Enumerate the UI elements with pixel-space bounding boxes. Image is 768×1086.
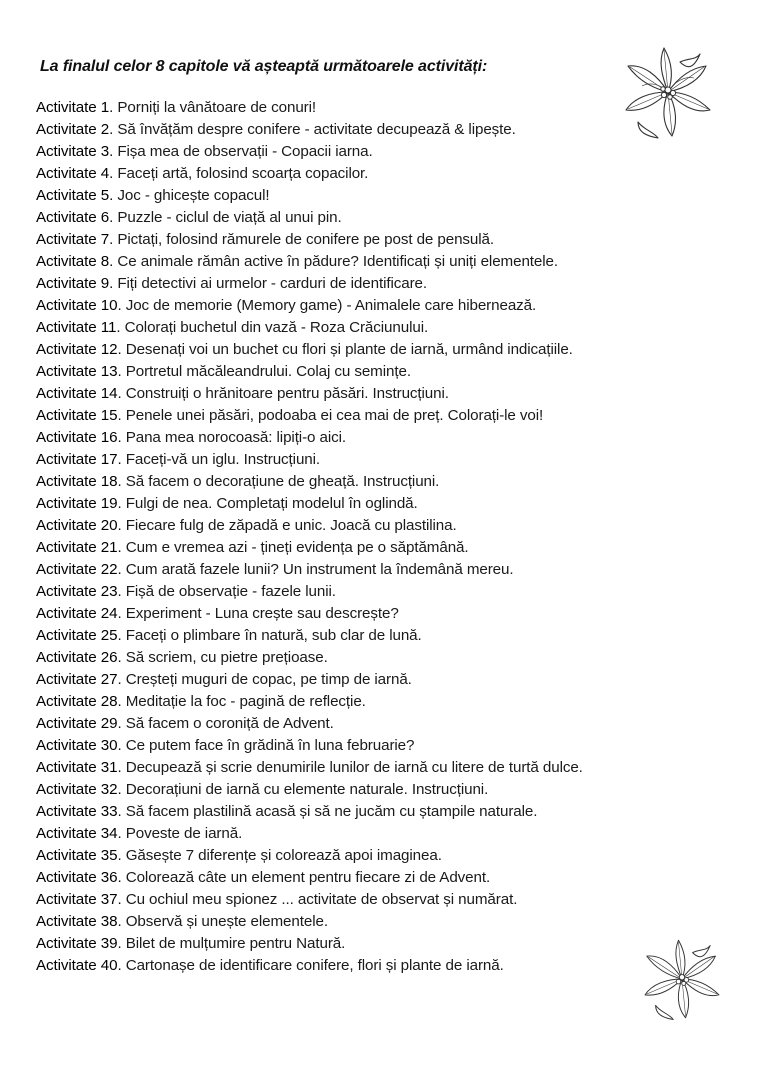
activity-prefix: Activitate (36, 209, 97, 226)
activity-prefix: Activitate (36, 737, 97, 754)
activity-label (36, 737, 117, 754)
activity-item: Activitate 23. Fișă de observație - fazele lunii. (36, 583, 336, 600)
activity-item: Activitate 7. Pictați, folosind rămurele de conifere pe post de pensulă. (36, 231, 495, 248)
activity-label (36, 759, 117, 776)
activity-number: 40 (100, 957, 118, 974)
activity-label (36, 341, 117, 358)
activity-text: Cum arată fazele lunii? Un instrument la îndemână mereu. (125, 561, 514, 578)
activity-item: Activitate 13. Portretul măcăleandrului. Colaj cu semințe. (36, 363, 411, 380)
activity-number: 1 (100, 99, 110, 116)
activity-prefix: Activitate (36, 605, 97, 622)
activity-number: 31 (100, 759, 118, 776)
activity-text: Găsește 7 diferențe și colorează apoi imaginea. (125, 847, 442, 864)
activity-number: 13 (100, 363, 118, 380)
activity-label (36, 253, 109, 270)
activity-number: 35 (100, 847, 118, 864)
activity-label (36, 627, 117, 644)
activity-prefix: Activitate (36, 451, 97, 468)
activity-text: Construiți o hrănitoare pentru păsări. Instrucțiuni. (125, 385, 449, 402)
activity-label (36, 605, 117, 622)
activity-text: Să facem o coroniță de Advent. (125, 715, 334, 732)
activity-prefix: Activitate (36, 913, 97, 930)
activity-prefix: Activitate (36, 539, 97, 556)
activity-prefix: Activitate (36, 627, 97, 644)
activity-prefix: Activitate (36, 869, 97, 886)
activity-label (36, 517, 117, 534)
activity-text: Bilet de mulțumire pentru Natură. (125, 935, 346, 952)
activity-item: Activitate 32. Decorațiuni de iarnă cu elemente naturale. Instrucțiuni. (36, 781, 489, 798)
activity-prefix: Activitate (36, 121, 97, 138)
activity-number: 37 (100, 891, 118, 908)
activity-text: Creșteți muguri de copac, pe timp de iarnă. (125, 671, 412, 688)
activity-number: 20 (100, 517, 118, 534)
activity-text: Fiecare fulg de zăpadă e unic. Joacă cu plastilina. (125, 517, 457, 534)
activity-item: Activitate 3. Fișa mea de observații - Copacii iarna. (36, 143, 373, 160)
activity-number: 6 (100, 209, 110, 226)
activity-prefix: Activitate (36, 385, 97, 402)
activity-number: 39 (100, 935, 118, 952)
activity-text: Să învățăm despre conifere - activitate decupează & lipește. (117, 121, 516, 138)
activity-text: Decupează și scrie denumirile lunilor de iarnă cu litere de turtă dulce. (125, 759, 583, 776)
activity-prefix: Activitate (36, 495, 97, 512)
activity-prefix: Activitate (36, 517, 97, 534)
activity-prefix: Activitate (36, 253, 97, 270)
activity-text: Meditație la foc - pagină de reflecție. (125, 693, 366, 710)
activity-item: Activitate 12. Desenați voi un buchet cu flori și plante de iarnă, urmând indicațiile. (36, 341, 573, 358)
activity-number: 34 (100, 825, 118, 842)
activity-item: Activitate 24. Experiment - Luna crește sau descrește? (36, 605, 399, 622)
activity-item: Activitate 16. Pana mea norocoasă: lipiți-o aici. (36, 429, 347, 446)
activity-item: Activitate 5. Joc - ghicește copacul! (36, 187, 270, 204)
activity-number: 15 (100, 407, 118, 424)
activity-prefix: Activitate (36, 429, 97, 446)
activity-number: 3 (100, 143, 110, 160)
activity-item: Activitate 15. Penele unei păsări, podoaba ei cea mai de preț. Colorați-le voi! (36, 407, 544, 424)
activity-number: 17 (100, 451, 118, 468)
activity-prefix: Activitate (36, 693, 97, 710)
activity-item: Activitate 26. Să scriem, cu pietre prețioase. (36, 649, 328, 666)
activity-item: Activitate 25. Faceți o plimbare în natură, sub clar de lună. (36, 627, 422, 644)
activity-number: 27 (100, 671, 118, 688)
activity-number: 22 (100, 561, 118, 578)
activity-label (36, 143, 109, 160)
activity-prefix: Activitate (36, 187, 97, 204)
activity-text: Cu ochiul meu spionez ... activitate de observat și numărat. (125, 891, 518, 908)
activity-label (36, 121, 109, 138)
activity-number: 23 (100, 583, 118, 600)
activity-item: Activitate 31. Decupează și scrie denumirile lunilor de iarnă cu litere de turtă dulce. (36, 759, 583, 776)
activity-prefix: Activitate (36, 957, 97, 974)
poinsettia-icon (618, 42, 718, 142)
activity-item: Activitate 33. Să facem plastilină acasă și să ne jucăm cu ștampile naturale. (36, 803, 538, 820)
activity-number: 30 (100, 737, 118, 754)
activity-label (36, 363, 117, 380)
activity-text: Porniți la vânătoare de conuri! (117, 99, 317, 116)
activity-text: Colorați buchetul din vază - Roza Crăciunului. (124, 319, 429, 336)
activity-number: 9 (100, 275, 110, 292)
activity-prefix: Activitate (36, 231, 97, 248)
activity-prefix: Activitate (36, 935, 97, 952)
activity-item: Activitate 6. Puzzle - ciclul de viață al unui pin. (36, 209, 342, 226)
activity-prefix: Activitate (36, 275, 97, 292)
activity-item: Activitate 2. Să învățăm despre conifere - activitate decupează & lipește. (36, 121, 516, 138)
activity-text: Puzzle - ciclul de viață al unui pin. (117, 209, 342, 226)
activity-item: Activitate 8. Ce animale rămân active în pădure? Identificați și uniți elementele. (36, 253, 558, 270)
activity-prefix: Activitate (36, 715, 97, 732)
activity-item: Activitate 9. Fiți detectivi ai urmelor - carduri de identificare. (36, 275, 427, 292)
activity-item: Activitate 18. Să facem o decorațiune de gheață. Instrucțiuni. (36, 473, 440, 490)
activity-label (36, 583, 117, 600)
activity-label (36, 935, 117, 952)
activity-text: Joc - ghicește copacul! (117, 187, 270, 204)
activity-item: Activitate 37. Cu ochiul meu spionez ... activitate de observat și numărat. (36, 891, 518, 908)
activity-number: 19 (100, 495, 118, 512)
activity-number: 12 (100, 341, 118, 358)
activity-prefix: Activitate (36, 671, 97, 688)
activity-label (36, 561, 117, 578)
activity-item: Activitate 29. Să facem o coroniță de Advent. (36, 715, 334, 732)
activity-number: 7 (100, 231, 110, 248)
activity-label (36, 715, 117, 732)
activity-number: 11 (100, 319, 117, 336)
activity-number: 25 (100, 627, 118, 644)
activity-prefix: Activitate (36, 297, 97, 314)
activity-item: Activitate 4. Faceți artă, folosind scoarța copacilor. (36, 165, 369, 182)
activity-number: 21 (100, 539, 118, 556)
activity-label (36, 803, 117, 820)
activity-item: Activitate 39. Bilet de mulțumire pentru Natură. (36, 935, 346, 952)
activity-text: Faceți artă, folosind scoarța copacilor. (117, 165, 369, 182)
activity-text: Decorațiuni de iarnă cu elemente naturale. Instrucțiuni. (125, 781, 489, 798)
activity-prefix: Activitate (36, 649, 97, 666)
poinsettia-icon (638, 935, 726, 1023)
activity-number: 24 (100, 605, 118, 622)
activity-label (36, 825, 117, 842)
activity-text: Experiment - Luna crește sau descrește? (125, 605, 399, 622)
activity-prefix: Activitate (36, 561, 97, 578)
activity-label (36, 473, 117, 490)
activity-number: 10 (100, 297, 118, 314)
activity-label (36, 231, 109, 248)
activity-prefix: Activitate (36, 143, 97, 160)
activity-number: 18 (100, 473, 118, 490)
activity-label (36, 407, 117, 424)
activity-prefix: Activitate (36, 583, 97, 600)
activity-item: Activitate 34. Poveste de iarnă. (36, 825, 243, 842)
activity-number: 8 (100, 253, 110, 270)
page-heading: La finalul celor 8 capitole vă așteaptă următoarele activități: (40, 58, 488, 75)
activity-label (36, 429, 117, 446)
activity-prefix: Activitate (36, 407, 97, 424)
poinsettia-drawing-bottom (638, 935, 726, 1023)
activity-prefix: Activitate (36, 319, 97, 336)
activity-text: Pictați, folosind rămurele de conifere pe post de pensulă. (117, 231, 495, 248)
activity-label (36, 319, 116, 336)
activity-text: Cum e vremea azi - țineți evidența pe o săptămână. (125, 539, 469, 556)
activity-text: Penele unei păsări, podoaba ei cea mai de preț. Colorați-le voi! (125, 407, 544, 424)
activity-item: Activitate 14. Construiți o hrănitoare pentru păsări. Instrucțiuni. (36, 385, 449, 402)
activity-text: Faceți-vă un iglu. Instrucțiuni. (125, 451, 321, 468)
activity-text: Fișa mea de observații - Copacii iarna. (117, 143, 373, 160)
activity-item: Activitate 40. Cartonașe de identificare conifere, flori și plante de iarnă. (36, 957, 504, 974)
activity-label (36, 209, 109, 226)
poinsettia-drawing-top (618, 42, 718, 142)
activity-text: Desenați voi un buchet cu flori și plante de iarnă, urmând indicațiile. (125, 341, 573, 358)
activity-item: Activitate 36. Colorează câte un element pentru fiecare zi de Advent. (36, 869, 491, 886)
activity-prefix: Activitate (36, 847, 97, 864)
activity-number: 5 (100, 187, 110, 204)
activity-item: Activitate 21. Cum e vremea azi - țineți evidența pe o săptămână. (36, 539, 469, 556)
activity-number: 14 (100, 385, 118, 402)
activity-item: Activitate 38. Observă și unește elementele. (36, 913, 328, 930)
activity-prefix: Activitate (36, 781, 97, 798)
activity-prefix: Activitate (36, 99, 97, 116)
activity-prefix: Activitate (36, 825, 97, 842)
activity-item: Activitate 1. Porniți la vânătoare de conuri! (36, 99, 317, 116)
activity-text: Pana mea norocoasă: lipiți-o aici. (125, 429, 347, 446)
activity-text: Portretul măcăleandrului. Colaj cu semințe. (125, 363, 411, 380)
activity-number: 26 (100, 649, 118, 666)
activity-label (36, 385, 117, 402)
activity-text: Faceți o plimbare în natură, sub clar de lună. (125, 627, 422, 644)
activity-item: Activitate 17. Faceți-vă un iglu. Instrucțiuni. (36, 451, 321, 468)
activity-number: 36 (100, 869, 118, 886)
activity-prefix: Activitate (36, 363, 97, 380)
activity-label (36, 495, 117, 512)
activity-item: Activitate 11. Colorați buchetul din vază - Roza Crăciunului. (36, 319, 429, 336)
activity-text: Ce animale rămân active în pădure? Identificați și uniți elementele. (117, 253, 558, 270)
activity-prefix: Activitate (36, 759, 97, 776)
activity-text: Poveste de iarnă. (125, 825, 243, 842)
activity-label (36, 781, 117, 798)
activity-prefix: Activitate (36, 341, 97, 358)
activity-label (36, 869, 117, 886)
activity-text: Fiți detectivi ai urmelor - carduri de identificare. (117, 275, 427, 292)
activity-text: Să scriem, cu pietre prețioase. (125, 649, 328, 666)
activity-number: 32 (100, 781, 118, 798)
activity-label (36, 275, 109, 292)
activity-list (36, 97, 583, 977)
activity-label (36, 957, 117, 974)
activity-text: Să facem plastilină acasă și să ne jucăm cu ștampile naturale. (125, 803, 538, 820)
activity-label (36, 165, 109, 182)
activity-prefix: Activitate (36, 473, 97, 490)
activity-text: Ce putem face în grădină în luna februarie? (125, 737, 415, 754)
activity-label (36, 539, 117, 556)
activity-label (36, 671, 117, 688)
activity-number: 2 (100, 121, 110, 138)
activity-number: 28 (100, 693, 118, 710)
activity-prefix: Activitate (36, 891, 97, 908)
activity-number: 38 (100, 913, 118, 930)
activity-label (36, 847, 117, 864)
activity-prefix: Activitate (36, 165, 97, 182)
activity-text: Colorează câte un element pentru fiecare zi de Advent. (125, 869, 491, 886)
activity-item: Activitate 10. Joc de memorie (Memory game) - Animalele care hibernează. (36, 297, 537, 314)
activity-label (36, 649, 117, 666)
activity-label (36, 913, 117, 930)
activity-number: 16 (100, 429, 118, 446)
activity-item: Activitate 35. Găsește 7 diferențe și colorează apoi imaginea. (36, 847, 442, 864)
activity-number: 29 (100, 715, 118, 732)
activity-label (36, 99, 109, 116)
activity-number: 4 (100, 165, 110, 182)
activity-text: Joc de memorie (Memory game) - Animalele care hibernează. (125, 297, 537, 314)
activity-text: Cartonașe de identificare conifere, flori și plante de iarnă. (125, 957, 504, 974)
activity-item: Activitate 20. Fiecare fulg de zăpadă e unic. Joacă cu plastilina. (36, 517, 457, 534)
activity-label (36, 187, 109, 204)
activity-text: Observă și unește elementele. (125, 913, 328, 930)
activity-label (36, 451, 117, 468)
activity-item: Activitate 30. Ce putem face în grădină în luna februarie? (36, 737, 415, 754)
activity-text: Să facem o decorațiune de gheață. Instrucțiuni. (125, 473, 440, 490)
activity-text: Fișă de observație - fazele lunii. (125, 583, 336, 600)
activity-item: Activitate 28. Meditație la foc - pagină de reflecție. (36, 693, 366, 710)
activity-label (36, 891, 117, 908)
activity-text: Fulgi de nea. Completați modelul în oglindă. (125, 495, 418, 512)
activity-prefix: Activitate (36, 803, 97, 820)
activity-item: Activitate 27. Creșteți muguri de copac, pe timp de iarnă. (36, 671, 412, 688)
activity-item: Activitate 19. Fulgi de nea. Completați modelul în oglindă. (36, 495, 418, 512)
activity-item: Activitate 22. Cum arată fazele lunii? Un instrument la îndemână mereu. (36, 561, 514, 578)
activity-label (36, 693, 117, 710)
activity-number: 33 (100, 803, 118, 820)
activity-label (36, 297, 117, 314)
